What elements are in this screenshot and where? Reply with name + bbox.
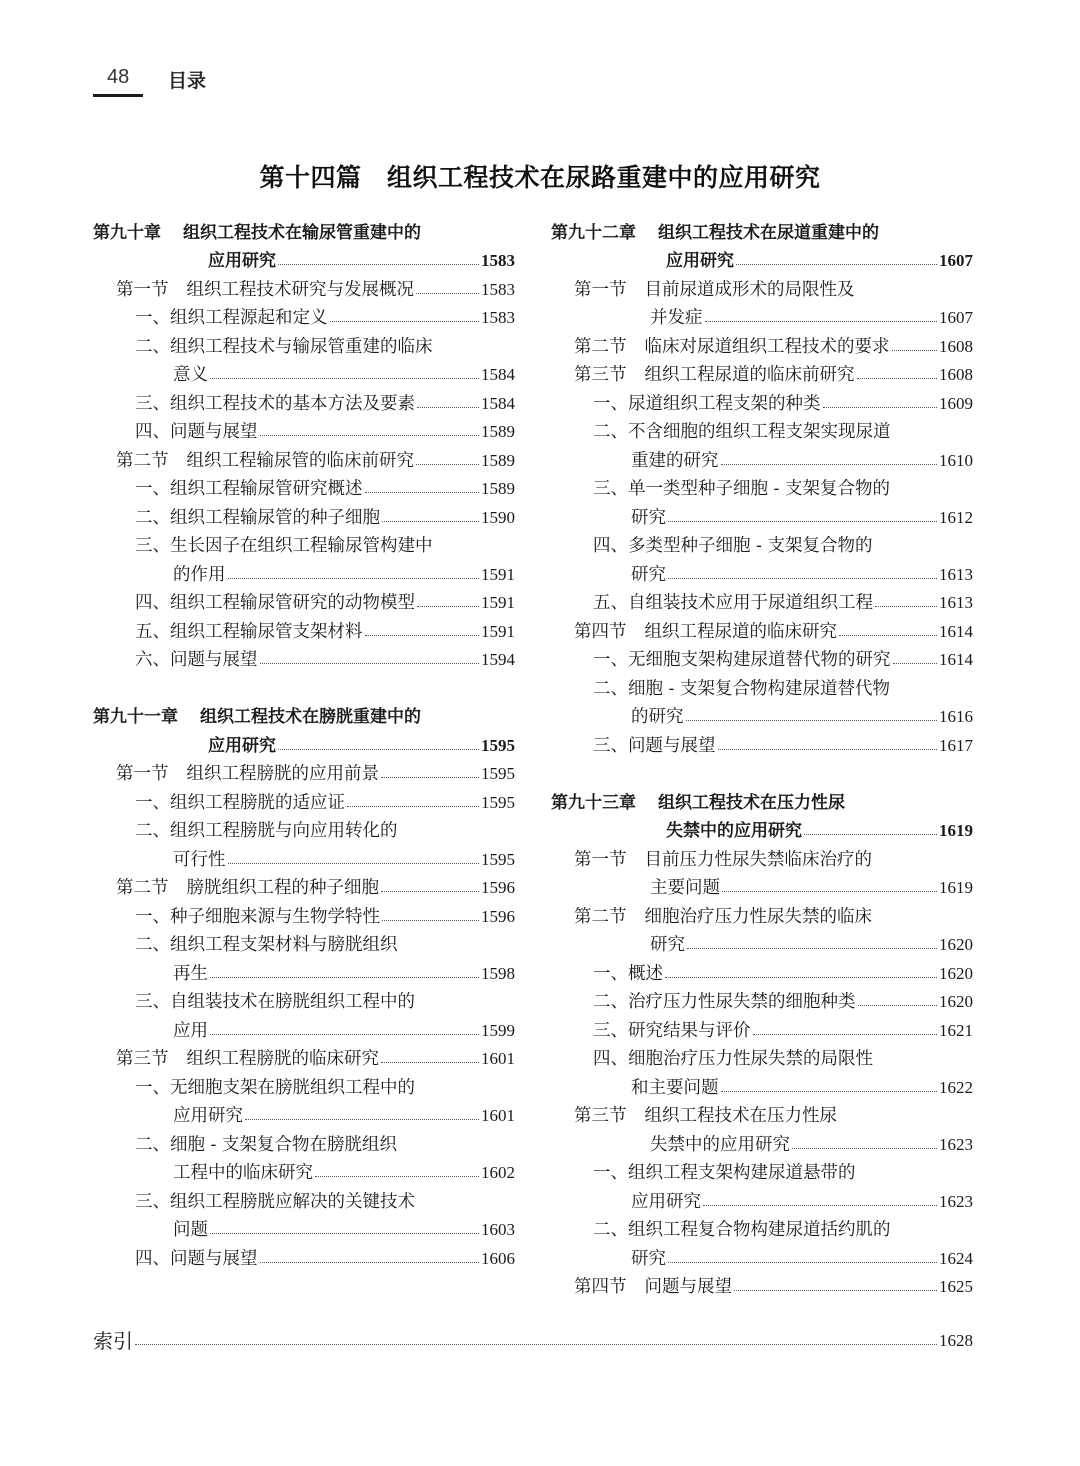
toc-item-continued[interactable] bbox=[93, 956, 515, 985]
entry-title: 四、组织工程输尿管研究的动物模型 bbox=[135, 593, 415, 613]
entry-title: 可行性 bbox=[173, 849, 226, 870]
toc-item[interactable] bbox=[93, 586, 515, 615]
entry-title: 一、组织工程源起和定义 bbox=[135, 308, 328, 328]
entry-title: 研究 bbox=[631, 507, 666, 528]
entry-title: 一、组织工程支架构建尿道悬带的 bbox=[593, 1163, 856, 1183]
entry-title: 二、组织工程支架材料与膀胱组织 bbox=[135, 935, 398, 955]
chapter-heading-continued[interactable] bbox=[551, 814, 973, 843]
leader-dots bbox=[260, 435, 480, 436]
entry-title: 意义 bbox=[173, 365, 208, 385]
entry-title: 三、自组装技术在膀胱组织工程中的 bbox=[135, 992, 415, 1012]
page-ref: 1591 bbox=[481, 621, 515, 641]
entry-title: 的作用 bbox=[173, 564, 226, 585]
page-ref: 1584 bbox=[481, 365, 515, 384]
section-entry[interactable] bbox=[93, 871, 515, 900]
page-ref: 1596 bbox=[481, 878, 515, 897]
entry-title: 应用研究 bbox=[631, 1191, 701, 1212]
entry-title: 重建的研究 bbox=[631, 450, 719, 471]
entry-title: 再生 bbox=[173, 963, 208, 984]
spacer bbox=[551, 757, 973, 786]
leader-dots bbox=[417, 407, 479, 408]
page-ref: 1595 bbox=[481, 849, 515, 869]
entry-title: 问题 bbox=[173, 1220, 208, 1240]
toc-item[interactable] bbox=[93, 643, 515, 672]
entry-title: 一、无细胞支架在膀胱组织工程中的 bbox=[135, 1077, 415, 1098]
entry-title: 研究 bbox=[631, 1248, 666, 1269]
entry-title: 研究 bbox=[631, 564, 666, 585]
index-entry[interactable] bbox=[93, 1323, 973, 1352]
leader-dots bbox=[365, 635, 480, 636]
page-ref: 1595 bbox=[481, 735, 515, 755]
leader-dots bbox=[416, 293, 479, 294]
toc-item-continued[interactable] bbox=[551, 700, 973, 729]
toc-item bbox=[551, 472, 973, 501]
toc-item bbox=[551, 671, 973, 700]
entry-title: 四、多类型种子细胞 - 支架复合物的 bbox=[593, 536, 873, 556]
spacer bbox=[93, 671, 515, 700]
toc-item-continued[interactable] bbox=[551, 1241, 973, 1270]
page-ref: 1601 bbox=[481, 1049, 515, 1068]
leader-dots bbox=[804, 834, 937, 835]
entry-title: 一、尿道组织工程支架的种类 bbox=[593, 393, 821, 414]
entry-title: 组织工程膀胱的临床研究 bbox=[186, 1049, 379, 1069]
leader-dots bbox=[736, 264, 937, 265]
toc-item-continued[interactable] bbox=[93, 1013, 515, 1042]
section-number: 第三节 bbox=[116, 1049, 169, 1069]
leader-dots bbox=[330, 321, 480, 322]
page-ref: 1607 bbox=[939, 308, 973, 327]
chapter-number: 第九十一章 bbox=[93, 707, 178, 727]
page-ref: 1607 bbox=[939, 251, 973, 270]
page-ref: 1621 bbox=[939, 1020, 973, 1040]
page-ref: 1619 bbox=[939, 821, 973, 840]
entry-title: 二、组织工程技术与输尿管重建的临床 bbox=[135, 336, 433, 357]
entry-title: 问题与展望 bbox=[644, 1277, 732, 1297]
part-title: 第十四篇 组织工程技术在尿路重建中的应用研究 bbox=[259, 163, 821, 192]
page-ref: 1609 bbox=[939, 393, 973, 413]
entry-title: 并发症 bbox=[650, 308, 703, 328]
entry-title: 一、无细胞支架构建尿道替代物的研究 bbox=[593, 650, 891, 670]
toc-item bbox=[93, 529, 515, 558]
page-ref: 1603 bbox=[481, 1220, 515, 1239]
leader-dots bbox=[823, 407, 938, 408]
toc-item bbox=[551, 415, 973, 444]
leader-dots bbox=[734, 1290, 937, 1291]
page-ref: 1596 bbox=[481, 906, 515, 926]
leader-dots bbox=[839, 635, 937, 636]
section-entry[interactable] bbox=[93, 443, 515, 472]
toc-item[interactable] bbox=[93, 301, 515, 330]
toc-item[interactable] bbox=[93, 785, 515, 814]
entry-title: 五、组织工程输尿管支架材料 bbox=[135, 621, 363, 642]
toc-item bbox=[93, 1070, 515, 1099]
leader-dots bbox=[315, 1176, 479, 1177]
leader-dots bbox=[381, 1062, 479, 1063]
page-ref: 1583 bbox=[481, 308, 515, 327]
section-entry[interactable] bbox=[93, 757, 515, 786]
page-ref: 1584 bbox=[481, 393, 515, 413]
section-number: 第一节 bbox=[116, 279, 169, 300]
entry-title: 和主要问题 bbox=[631, 1077, 719, 1098]
header-title: 目录 bbox=[168, 70, 207, 92]
leader-dots bbox=[210, 1034, 479, 1035]
leader-dots bbox=[260, 663, 480, 664]
page-ref: 1614 bbox=[939, 621, 973, 641]
section-entry[interactable] bbox=[551, 329, 973, 358]
section-number: 第四节 bbox=[574, 621, 627, 642]
page-ref: 1591 bbox=[481, 564, 515, 584]
toc-item bbox=[93, 329, 515, 358]
entry-title: 组织工程技术在尿道重建中的 bbox=[658, 222, 879, 243]
leader-dots bbox=[721, 1091, 938, 1092]
toc-item bbox=[93, 814, 515, 843]
toc-item[interactable] bbox=[551, 643, 973, 672]
entry-title: 二、组织工程复合物构建尿道括约肌的 bbox=[593, 1220, 891, 1240]
index-label: 索引 bbox=[93, 1328, 133, 1353]
toc-item[interactable] bbox=[551, 586, 973, 615]
page-ref: 1594 bbox=[481, 650, 515, 669]
leader-dots bbox=[858, 1005, 938, 1006]
page-ref: 1623 bbox=[939, 1191, 973, 1211]
leader-dots bbox=[665, 977, 937, 978]
leader-dots bbox=[347, 806, 479, 807]
leader-dots bbox=[687, 948, 937, 949]
page-ref: 1624 bbox=[939, 1248, 973, 1268]
page-ref: 1595 bbox=[481, 764, 515, 783]
page-ref: 1619 bbox=[939, 878, 973, 897]
page-ref: 1601 bbox=[481, 1106, 515, 1125]
page-ref: 1589 bbox=[481, 422, 515, 441]
toc-item[interactable] bbox=[93, 1241, 515, 1270]
toc-item bbox=[551, 1213, 973, 1242]
leader-dots bbox=[210, 977, 479, 978]
toc-item-continued[interactable] bbox=[93, 1099, 515, 1128]
entry-title: 组织工程技术在压力性尿 bbox=[658, 792, 845, 813]
entry-title: 一、组织工程膀胱的适应证 bbox=[135, 792, 345, 813]
leader-dots bbox=[721, 464, 938, 465]
toc-item-continued[interactable] bbox=[93, 358, 515, 387]
page-ref: 1616 bbox=[939, 707, 973, 726]
entry-title: 的研究 bbox=[631, 707, 684, 727]
entry-title: 四、问题与展望 bbox=[135, 1248, 258, 1269]
entry-title: 工程中的临床研究 bbox=[173, 1163, 313, 1183]
page-ref: 1623 bbox=[939, 1134, 973, 1154]
page-ref: 1620 bbox=[939, 963, 973, 983]
leader-dots bbox=[892, 350, 938, 351]
leader-dots bbox=[668, 578, 937, 579]
entry-title: 组织工程膀胱的应用前景 bbox=[186, 764, 379, 784]
entry-title: 组织工程尿道的临床研究 bbox=[644, 621, 837, 642]
section-entry[interactable] bbox=[551, 614, 973, 643]
entry-title: 三、研究结果与评价 bbox=[593, 1020, 751, 1041]
chapter-heading-continued[interactable] bbox=[93, 728, 515, 757]
section-number: 第二节 bbox=[116, 878, 169, 898]
toc-item[interactable] bbox=[93, 415, 515, 444]
entry-title: 组织工程尿道的临床前研究 bbox=[644, 365, 855, 385]
leader-dots bbox=[382, 920, 479, 921]
leader-dots bbox=[381, 891, 479, 892]
entry-title: 二、细胞 - 支架复合物构建尿道替代物 bbox=[593, 678, 891, 699]
leader-dots bbox=[245, 1119, 479, 1120]
section-number: 第一节 bbox=[574, 849, 627, 870]
page-ref: 1583 bbox=[481, 251, 515, 270]
running-header bbox=[93, 66, 233, 96]
section-number: 第一节 bbox=[116, 764, 169, 784]
leader-dots bbox=[382, 521, 479, 522]
entry-title: 二、不含细胞的组织工程支架实现尿道 bbox=[593, 422, 891, 442]
entry-title: 三、组织工程膀胱应解决的关键技术 bbox=[135, 1191, 415, 1212]
entry-title: 主要问题 bbox=[650, 878, 720, 898]
entry-title: 目前尿道成形术的局限性及 bbox=[644, 279, 855, 300]
entry-title: 组织工程技术在压力性尿 bbox=[644, 1106, 837, 1126]
entry-title: 研究 bbox=[650, 935, 685, 955]
entry-title: 三、单一类型种子细胞 - 支架复合物的 bbox=[593, 479, 891, 499]
leader-dots bbox=[893, 663, 938, 664]
toc-item bbox=[93, 1184, 515, 1213]
toc-item[interactable] bbox=[93, 386, 515, 415]
toc-item[interactable] bbox=[551, 985, 973, 1014]
entry-title: 一、组织工程输尿管研究概述 bbox=[135, 479, 363, 499]
page-ref: 1613 bbox=[939, 593, 973, 612]
toc-item bbox=[551, 529, 973, 558]
header-rule bbox=[93, 94, 143, 97]
section-entry bbox=[551, 1099, 973, 1128]
section-number: 第三节 bbox=[574, 1106, 627, 1126]
leader-dots bbox=[381, 777, 479, 778]
leader-dots bbox=[668, 521, 937, 522]
leader-dots bbox=[875, 606, 937, 607]
page-ref: 1620 bbox=[939, 992, 973, 1011]
entry-title: 三、生长因子在组织工程输尿管构建中 bbox=[135, 536, 433, 556]
entry-title: 应用 bbox=[173, 1020, 208, 1041]
section-number: 第一节 bbox=[574, 279, 627, 300]
toc-item-continued[interactable] bbox=[93, 1213, 515, 1242]
section-entry[interactable] bbox=[551, 358, 973, 387]
chapter-heading bbox=[93, 700, 515, 729]
leader-dots bbox=[278, 749, 479, 750]
page-ref: 1625 bbox=[939, 1277, 973, 1296]
entry-title: 一、种子细胞来源与生物学特性 bbox=[135, 906, 380, 927]
entry-title: 六、问题与展望 bbox=[135, 650, 258, 670]
section-entry bbox=[551, 899, 973, 928]
entry-title: 组织工程输尿管的临床前研究 bbox=[186, 450, 414, 471]
leader-dots bbox=[705, 321, 938, 322]
entry-title: 二、细胞 - 支架复合物在膀胱组织 bbox=[135, 1134, 398, 1155]
chapter-heading bbox=[551, 215, 973, 244]
section-entry[interactable] bbox=[93, 1042, 515, 1071]
leader-dots bbox=[792, 1148, 937, 1149]
leader-dots bbox=[703, 1205, 937, 1206]
toc-item[interactable] bbox=[93, 472, 515, 501]
entry-title: 四、问题与展望 bbox=[135, 422, 258, 442]
section-entry bbox=[551, 272, 973, 301]
toc-item-continued[interactable] bbox=[551, 557, 973, 586]
entry-title: 失禁中的应用研究 bbox=[666, 821, 802, 841]
entry-title: 应用研究 bbox=[208, 735, 276, 756]
page-ref: 1612 bbox=[939, 507, 973, 527]
entry-title: 组织工程技术在输尿管重建中的 bbox=[183, 222, 421, 243]
leader-dots bbox=[857, 378, 938, 379]
entry-title: 三、问题与展望 bbox=[593, 735, 716, 756]
section-entry bbox=[551, 842, 973, 871]
leader-dots bbox=[210, 1233, 479, 1234]
section-entry[interactable] bbox=[93, 272, 515, 301]
entry-title: 失禁中的应用研究 bbox=[650, 1134, 790, 1155]
toc-item bbox=[93, 928, 515, 957]
leader-dots bbox=[260, 1262, 480, 1263]
entry-title: 五、自组装技术应用于尿道组织工程 bbox=[593, 593, 873, 613]
page-ref: 1613 bbox=[939, 564, 973, 584]
entry-title: 应用研究 bbox=[173, 1106, 243, 1126]
toc-item bbox=[93, 985, 515, 1014]
section-entry-continued[interactable] bbox=[551, 1127, 973, 1156]
section-number: 第二节 bbox=[116, 450, 169, 471]
section-entry-continued[interactable] bbox=[551, 871, 973, 900]
toc-left-column bbox=[93, 215, 515, 1270]
section-entry[interactable] bbox=[551, 1270, 973, 1299]
section-number: 第四节 bbox=[574, 1277, 627, 1297]
leader-dots bbox=[722, 891, 937, 892]
leader-dots bbox=[686, 720, 938, 721]
section-entry-continued[interactable] bbox=[551, 928, 973, 957]
entry-title: 膀胱组织工程的种子细胞 bbox=[186, 878, 379, 898]
entry-title: 一、概述 bbox=[593, 963, 663, 984]
toc-item bbox=[93, 1127, 515, 1156]
chapter-heading bbox=[551, 785, 973, 814]
page-ref: 1614 bbox=[939, 650, 973, 669]
page-ref: 1591 bbox=[481, 593, 515, 612]
toc-item[interactable] bbox=[551, 386, 973, 415]
page-ref: 1589 bbox=[481, 479, 515, 498]
toc-item[interactable] bbox=[93, 500, 515, 529]
leader-dots bbox=[228, 578, 480, 579]
chapter-number: 第九十三章 bbox=[551, 792, 636, 813]
entry-title: 组织工程技术研究与发展概况 bbox=[186, 279, 414, 300]
toc-item-continued[interactable] bbox=[551, 1070, 973, 1099]
leader-dots bbox=[416, 464, 479, 465]
leader-dots bbox=[135, 1344, 937, 1345]
toc-item bbox=[551, 1156, 973, 1185]
section-number: 第三节 bbox=[574, 365, 627, 385]
page-ref: 1599 bbox=[481, 1020, 515, 1040]
chapter-heading-continued[interactable] bbox=[551, 244, 973, 273]
toc-item bbox=[551, 1042, 973, 1071]
leader-dots bbox=[417, 606, 479, 607]
toc-item-continued[interactable] bbox=[93, 1156, 515, 1185]
chapter-heading bbox=[93, 215, 515, 244]
toc-item[interactable] bbox=[551, 956, 973, 985]
entry-title: 应用研究 bbox=[666, 251, 734, 271]
page-ref: 1610 bbox=[939, 450, 973, 470]
page-ref: 1606 bbox=[481, 1248, 515, 1268]
toc-item-continued[interactable] bbox=[551, 1184, 973, 1213]
leader-dots bbox=[718, 749, 938, 750]
page-ref: 1620 bbox=[939, 935, 973, 954]
page-ref: 1595 bbox=[481, 792, 515, 812]
entry-title: 应用研究 bbox=[208, 251, 276, 271]
section-entry-continued[interactable] bbox=[551, 301, 973, 330]
leader-dots bbox=[753, 1034, 938, 1035]
entry-title: 二、组织工程输尿管的种子细胞 bbox=[135, 507, 380, 528]
index-page: 1628 bbox=[939, 1330, 973, 1350]
page-ref: 1617 bbox=[939, 735, 973, 755]
page-ref: 1608 bbox=[939, 365, 973, 384]
toc-item-continued[interactable] bbox=[551, 443, 973, 472]
page-ref: 1622 bbox=[939, 1077, 973, 1097]
section-number: 第二节 bbox=[574, 336, 627, 357]
leader-dots bbox=[278, 264, 479, 265]
toc-item[interactable] bbox=[93, 614, 515, 643]
toc-item[interactable] bbox=[93, 899, 515, 928]
leader-dots bbox=[210, 378, 479, 379]
page-ref: 1589 bbox=[481, 450, 515, 470]
entry-title: 细胞治疗压力性尿失禁的临床 bbox=[644, 906, 872, 927]
page-ref: 1590 bbox=[481, 507, 515, 527]
toc-item-continued[interactable] bbox=[93, 557, 515, 586]
chapter-number: 第九十章 bbox=[93, 222, 161, 243]
page-ref: 1598 bbox=[481, 963, 515, 983]
page-ref: 1583 bbox=[481, 279, 515, 299]
toc-item-continued[interactable] bbox=[551, 500, 973, 529]
chapter-number: 第九十二章 bbox=[551, 222, 636, 243]
leader-dots bbox=[228, 863, 480, 864]
entry-title: 组织工程技术在膀胱重建中的 bbox=[200, 707, 421, 727]
toc-right-column bbox=[551, 215, 973, 1298]
leader-dots bbox=[668, 1262, 937, 1263]
page-number: 48 bbox=[107, 66, 130, 88]
page-ref: 1608 bbox=[939, 336, 973, 356]
entry-title: 二、组织工程膀胱与向应用转化的 bbox=[135, 821, 398, 841]
toc-item[interactable] bbox=[551, 1013, 973, 1042]
page-ref: 1602 bbox=[481, 1163, 515, 1182]
toc-item[interactable] bbox=[551, 728, 973, 757]
entry-title: 三、组织工程技术的基本方法及要素 bbox=[135, 393, 415, 414]
chapter-heading-continued[interactable] bbox=[93, 244, 515, 273]
section-number: 第二节 bbox=[574, 906, 627, 927]
entry-title: 目前压力性尿失禁临床治疗的 bbox=[644, 849, 872, 870]
leader-dots bbox=[365, 492, 480, 493]
entry-title: 四、细胞治疗压力性尿失禁的局限性 bbox=[593, 1049, 873, 1069]
toc-item-continued[interactable] bbox=[93, 842, 515, 871]
entry-title: 临床对尿道组织工程技术的要求 bbox=[644, 336, 890, 357]
entry-title: 二、治疗压力性尿失禁的细胞种类 bbox=[593, 992, 856, 1012]
